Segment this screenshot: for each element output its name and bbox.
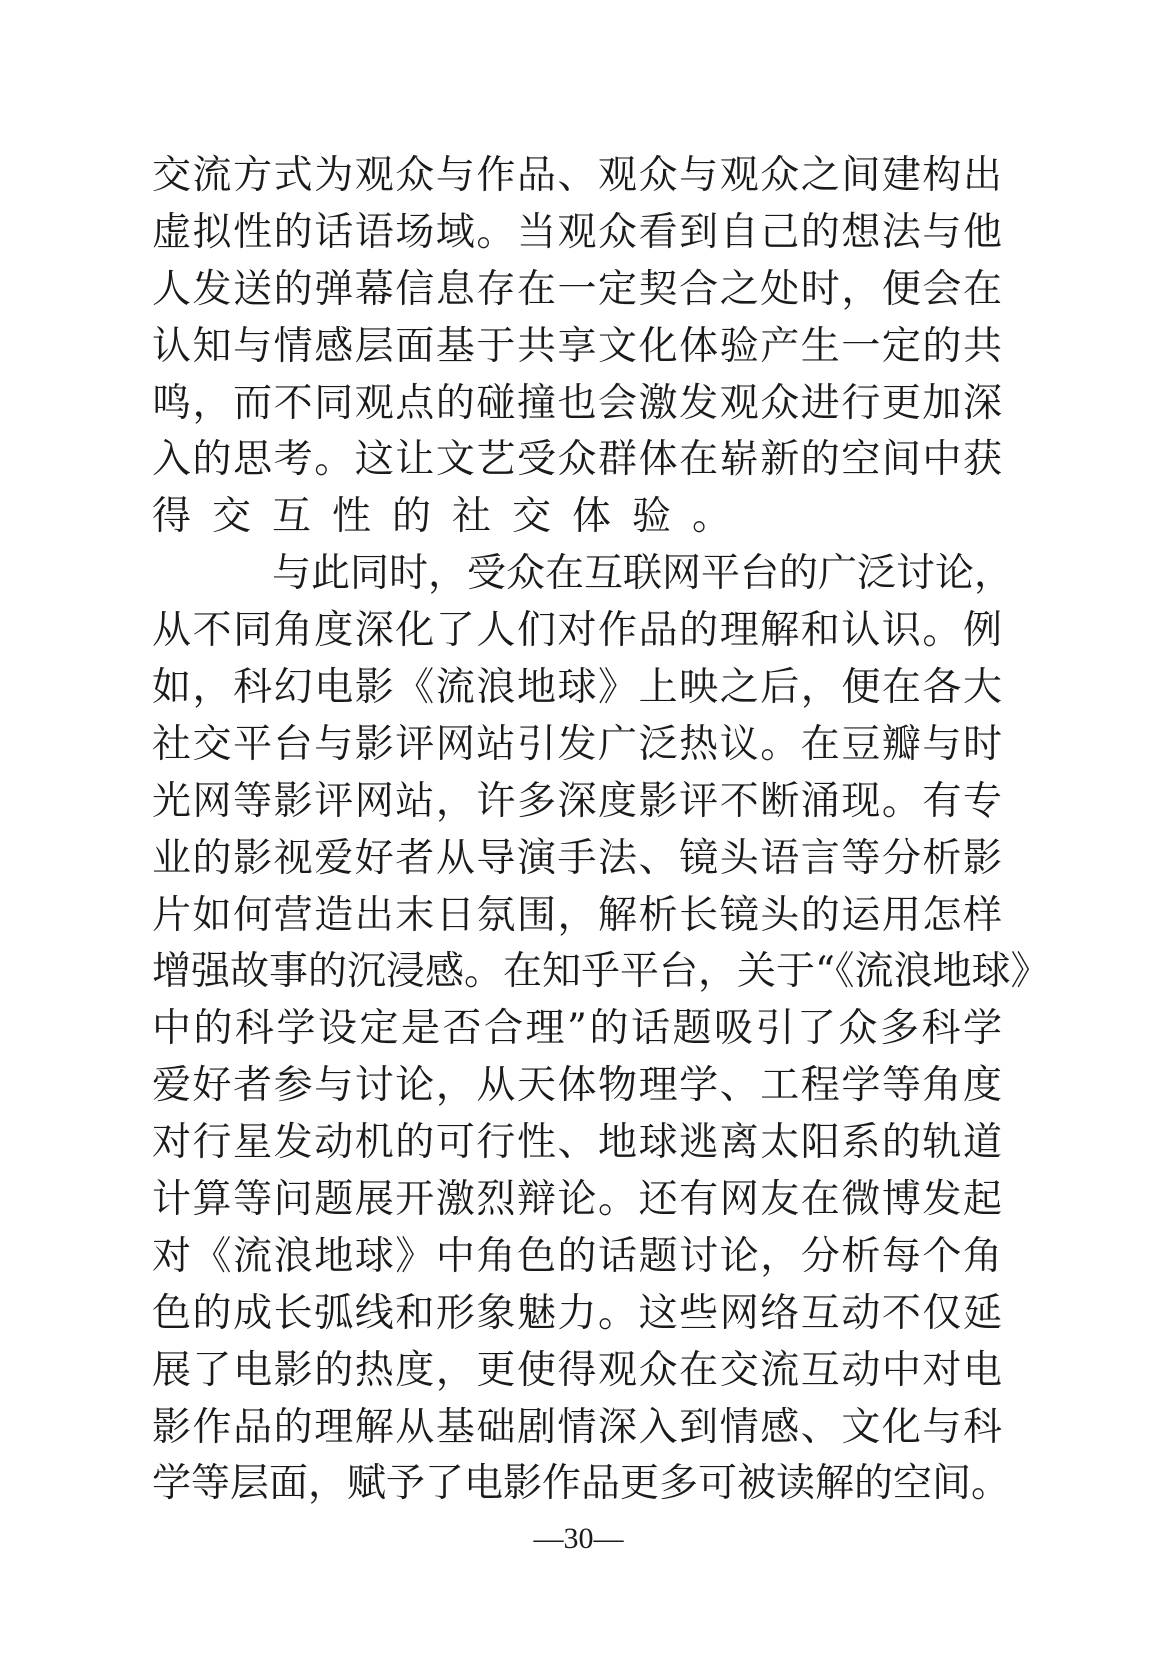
text-line: 从不同角度深化了人们对作品的理解和认识。例 bbox=[152, 608, 1002, 654]
text-line: 业的影视爱好者从导演手法、镜头语言等分析影 bbox=[152, 835, 1002, 881]
text-line: 色的成长弧线和形象魅力。这些网络互动不仅延 bbox=[152, 1290, 1002, 1336]
text-line: 增强故事的沉浸感。在知乎平台，关于“《流浪地球》 bbox=[152, 949, 1050, 995]
paragraph-2 bbox=[152, 546, 1050, 1513]
text-line: 鸣，而不同观点的碰撞也会激发观众进行更加深 bbox=[152, 380, 1002, 426]
text-line: 社交平台与影评网站引发广泛热议。在豆瓣与时 bbox=[152, 721, 1002, 767]
text-line: 虚拟性的话语场域。当观众看到自己的想法与他 bbox=[152, 209, 1002, 255]
text-line: 交流方式为观众与作品、观众与观众之间建构出 bbox=[152, 153, 1002, 198]
text-line: 入的思考。这让文艺受众群体在崭新的空间中获 bbox=[152, 437, 1002, 483]
text-line: 爱好者参与讨论，从天体物理学、工程学等角度 bbox=[152, 1063, 1002, 1109]
text-line: 对《流浪地球》中角色的话题讨论，分析每个角 bbox=[152, 1233, 1002, 1279]
text-line: 对行星发动机的可行性、地球逃离太阳系的轨道 bbox=[152, 1120, 1002, 1166]
text-line: 学等层面，赋予了电影作品更多可被读解的空间。 bbox=[152, 1461, 1011, 1507]
text-line: 认知与情感层面基于共享文化体验产生一定的共 bbox=[152, 323, 1002, 369]
text-line: 影作品的理解从基础剧情深入到情感、文化与科 bbox=[152, 1404, 1002, 1450]
paragraph-1 bbox=[152, 148, 1002, 546]
text-line: 展了电影的热度，更使得观众在交流互动中对电 bbox=[152, 1347, 1002, 1393]
text-line: 如，科幻电影《流浪地球》上映之后，便在各大 bbox=[152, 665, 1002, 711]
text-line: 计算等问题展开激烈辩论。还有网友在微博发起 bbox=[152, 1177, 1002, 1223]
text-line: 人发送的弹幕信息存在一定契合之处时，便会在 bbox=[152, 266, 1002, 312]
text-line: 中的科学设定是否合理”的话题吸引了众多科学 bbox=[152, 1006, 1002, 1052]
page-number: —30— bbox=[533, 1522, 624, 1555]
text-line: 片如何营造出末日氛围，解析长镜头的运用怎样 bbox=[152, 892, 1002, 938]
document-body bbox=[152, 148, 1050, 1513]
text-line: 与此同时，受众在互联网平台的广泛讨论， bbox=[272, 551, 1014, 597]
text-line: 光网等影评网站，许多深度影评不断涌现。有专 bbox=[152, 778, 1002, 824]
text-line: 得交互性的社交体验。 bbox=[152, 494, 753, 540]
